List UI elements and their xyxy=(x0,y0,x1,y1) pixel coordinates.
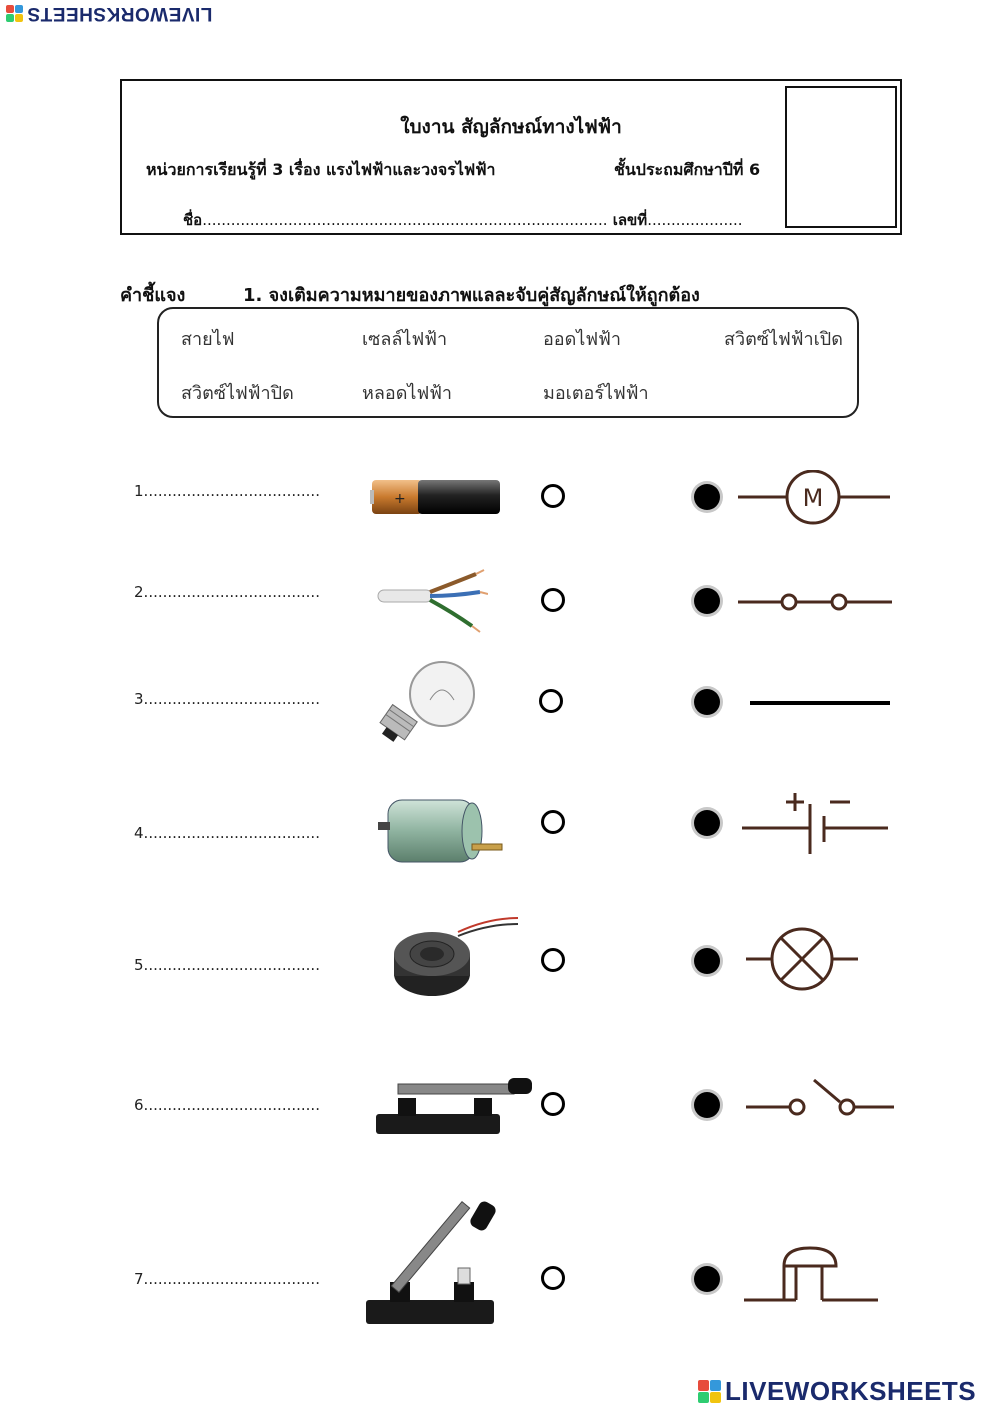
wire-symbol xyxy=(748,698,892,708)
item-number: 6 xyxy=(134,1096,144,1114)
match-dot-right[interactable] xyxy=(694,484,720,510)
closed-switch-symbol xyxy=(736,590,894,614)
directions-text: 1. จงเติมความหมายของภาพแลละจับคู่สัญลักษณ์ให้ถูกต้อง xyxy=(243,285,700,306)
electric-wire-picture xyxy=(376,566,488,638)
name-label: ชื่อ xyxy=(183,211,203,229)
brand-name-mirrored: LIVEWORKSHEETS xyxy=(27,3,213,24)
brand-header xyxy=(6,2,212,24)
item-number: 2 xyxy=(134,583,144,601)
photo-box xyxy=(785,86,897,228)
light-bulb-picture xyxy=(370,660,482,748)
match-dot-left[interactable] xyxy=(541,1092,565,1116)
match-dot-left[interactable] xyxy=(539,689,563,713)
buzzer-picture xyxy=(388,912,520,1002)
answer-dots: ..................................... xyxy=(143,583,320,601)
word-bank-item: มอเตอร์ไฟฟ้า xyxy=(543,383,649,404)
answer-line-1[interactable] xyxy=(134,482,320,500)
word-bank-item: เซลล์ไฟฟ้า xyxy=(362,329,448,350)
answer-line-7[interactable] xyxy=(134,1270,320,1288)
lamp-symbol xyxy=(744,926,860,992)
unit-label: หน่วยการเรียนรู้ที่ 3 เรื่อง แรงไฟฟ้าและวงจรไฟฟ้า xyxy=(146,160,496,179)
answer-dots: ..................................... xyxy=(143,824,320,842)
match-dot-left[interactable] xyxy=(541,1266,565,1290)
brand-name: LIVEWORKSHEETS xyxy=(725,1376,977,1406)
match-dot-left[interactable] xyxy=(541,588,565,612)
match-dot-right[interactable] xyxy=(694,1266,720,1292)
item-number: 7 xyxy=(134,1270,144,1288)
answer-line-2[interactable] xyxy=(134,583,320,601)
word-bank-item: สวิตซ์ไฟฟ้าปิด xyxy=(181,383,294,404)
word-bank-item: สวิตซ์ไฟฟ้าเปิด xyxy=(724,329,843,350)
electric-motor-picture xyxy=(376,792,508,870)
match-dot-left[interactable] xyxy=(541,484,565,508)
name-field[interactable]: ..................................................................................... xyxy=(202,211,608,229)
directions-label: คำชี้แจง xyxy=(120,285,186,306)
answer-dots: ..................................... xyxy=(143,690,320,708)
answer-line-4[interactable] xyxy=(134,824,320,842)
worksheet-title: ใบงาน สัญลักษณ์ทางไฟฟ้า xyxy=(400,116,622,138)
battery-cell-picture xyxy=(370,478,502,518)
number-label: เลขที่ xyxy=(612,211,648,229)
buzzer-symbol xyxy=(742,1244,882,1306)
name-line xyxy=(183,208,743,232)
answer-dots: ..................................... xyxy=(143,956,320,974)
word-bank-item: สายไฟ xyxy=(181,329,235,350)
svg-text:+: + xyxy=(394,491,406,507)
answer-line-3[interactable] xyxy=(134,690,320,708)
knife-switch-open-picture xyxy=(362,1196,512,1330)
cell-symbol xyxy=(740,792,890,860)
answer-dots: ..................................... xyxy=(143,1096,320,1114)
answer-dots: ..................................... xyxy=(143,1270,320,1288)
item-number: 3 xyxy=(134,690,144,708)
item-number: 4 xyxy=(134,824,144,842)
motor-symbol-label: M xyxy=(802,484,824,512)
open-switch-symbol xyxy=(744,1078,896,1118)
grade-label: ชั้นประถมศึกษาปีที่ 6 xyxy=(614,160,761,179)
answer-line-6[interactable] xyxy=(134,1096,320,1114)
item-number: 5 xyxy=(134,956,144,974)
knife-switch-closed-picture xyxy=(374,1074,534,1138)
brand-logo-icon xyxy=(6,5,23,22)
motor-symbol xyxy=(736,470,892,526)
match-dot-right[interactable] xyxy=(694,1092,720,1118)
number-field[interactable]: .................... xyxy=(647,211,743,229)
word-bank-item: ออดไฟฟ้า xyxy=(543,329,621,350)
match-dot-right[interactable] xyxy=(694,588,720,614)
match-dot-right[interactable] xyxy=(694,810,720,836)
item-number: 1 xyxy=(134,482,144,500)
match-dot-right[interactable] xyxy=(694,948,720,974)
word-bank-item: หลอดไฟฟ้า xyxy=(362,383,453,404)
match-dot-left[interactable] xyxy=(541,810,565,834)
brand-logo-icon xyxy=(698,1380,721,1403)
answer-dots: ..................................... xyxy=(143,482,320,500)
match-dot-left[interactable] xyxy=(541,948,565,972)
brand-footer xyxy=(698,1376,976,1407)
answer-line-5[interactable] xyxy=(134,956,320,974)
match-dot-right[interactable] xyxy=(694,689,720,715)
